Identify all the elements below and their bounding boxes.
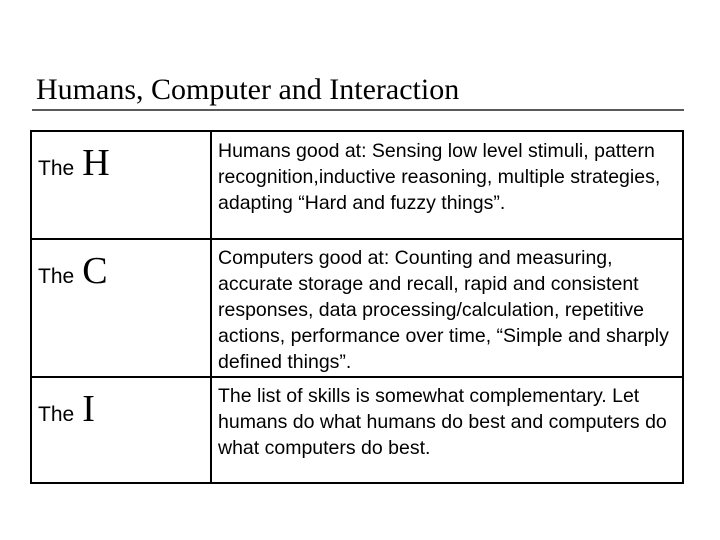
row-divider-2	[32, 376, 682, 378]
row-label-prefix: The	[38, 157, 75, 180]
row-label-prefix: The	[38, 265, 75, 288]
row-label-letter: I	[82, 388, 95, 430]
hci-table	[30, 130, 684, 484]
row-label-prefix: The	[38, 403, 75, 426]
row-description-human: Humans good at: Sensing low level stimuli, pattern recognition,inductive reasoning, multiple strategies, adapting “Hard and fuzzy things”.	[218, 140, 661, 214]
row-label-interaction	[38, 390, 95, 428]
row-label-letter: H	[82, 142, 110, 184]
row-divider-1	[32, 238, 682, 240]
slide-title: Humans, Computer and Interaction	[36, 73, 460, 106]
row-label-computer	[38, 252, 108, 290]
row-description-computer: Computers good at: Counting and measuring, accurate storage and recall, rapid and consistent responses, data processing/calculation, repetitive actions, performance over time, “Simple and sharply defined things”.	[218, 247, 669, 373]
row-label-letter: C	[82, 250, 108, 292]
title-underline	[32, 109, 684, 111]
row-label-human	[38, 144, 110, 182]
column-divider	[210, 132, 212, 482]
row-description-interaction: The list of skills is somewhat complementary. Let humans do what humans do best and computers do what computers do best.	[218, 385, 667, 459]
